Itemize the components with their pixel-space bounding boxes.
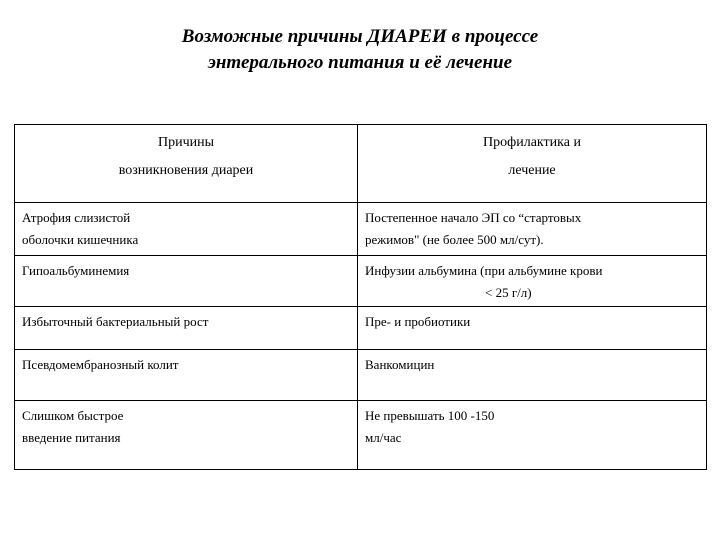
- table-row: [15, 307, 707, 350]
- cause-cell: [15, 307, 358, 350]
- cause-text: Атрофия слизистой: [22, 210, 131, 225]
- title-line-1: Возможные причины ДИАРЕИ в процессе: [181, 26, 539, 47]
- header-causes-line-1: Причины: [157, 135, 215, 150]
- cause-cell: [15, 256, 358, 307]
- cause-text: Слишком быстрое: [22, 408, 124, 423]
- treatment-cell: [358, 307, 707, 350]
- header-causes: [15, 125, 358, 203]
- cause-cell: [15, 203, 358, 256]
- treatment-text: мл/час: [365, 430, 402, 445]
- treatment-text: Пре- и пробиотики: [365, 314, 471, 329]
- treatment-cell: [358, 256, 707, 307]
- treatment-text: < 25 г/л): [485, 285, 532, 300]
- treatment-cell: [358, 350, 707, 401]
- treatment-text: Инфузии альбумина (при альбумине крови: [365, 263, 603, 278]
- table-row: [15, 256, 707, 307]
- table-row: [15, 203, 707, 256]
- title-line-2: энтерального питания и её лечение: [207, 52, 513, 73]
- cause-text: Гипоальбуминемия: [22, 263, 130, 278]
- table-row: [15, 350, 707, 401]
- table-row: [15, 401, 707, 470]
- cause-text: Избыточный бактериальный рост: [22, 314, 209, 329]
- treatment-text: Постепенное начало ЭП со “стартовых: [365, 210, 582, 225]
- cause-text: введение питания: [22, 430, 121, 445]
- table-header-row: [15, 125, 707, 203]
- treatment-cell: [358, 203, 707, 256]
- cause-text: Псевдомембранозный колит: [22, 357, 179, 372]
- header-treatment: [358, 125, 707, 203]
- treatment-text: Ванкомицин: [365, 357, 435, 372]
- page-title: [0, 24, 720, 76]
- treatment-text: режимов" (не более 500 мл/сут).: [365, 232, 544, 247]
- cause-cell: [15, 350, 358, 401]
- header-treatment-line-1: Профилактика и: [483, 135, 581, 150]
- cause-text: оболочки кишечника: [22, 232, 139, 247]
- header-treatment-line-2: лечение: [508, 163, 556, 178]
- causes-treatment-table: [14, 124, 707, 470]
- treatment-cell: [358, 401, 707, 470]
- header-causes-line-2: возникновения диареи: [118, 163, 254, 178]
- cause-cell: [15, 401, 358, 470]
- treatment-text: Не превышать 100 -150: [365, 408, 495, 423]
